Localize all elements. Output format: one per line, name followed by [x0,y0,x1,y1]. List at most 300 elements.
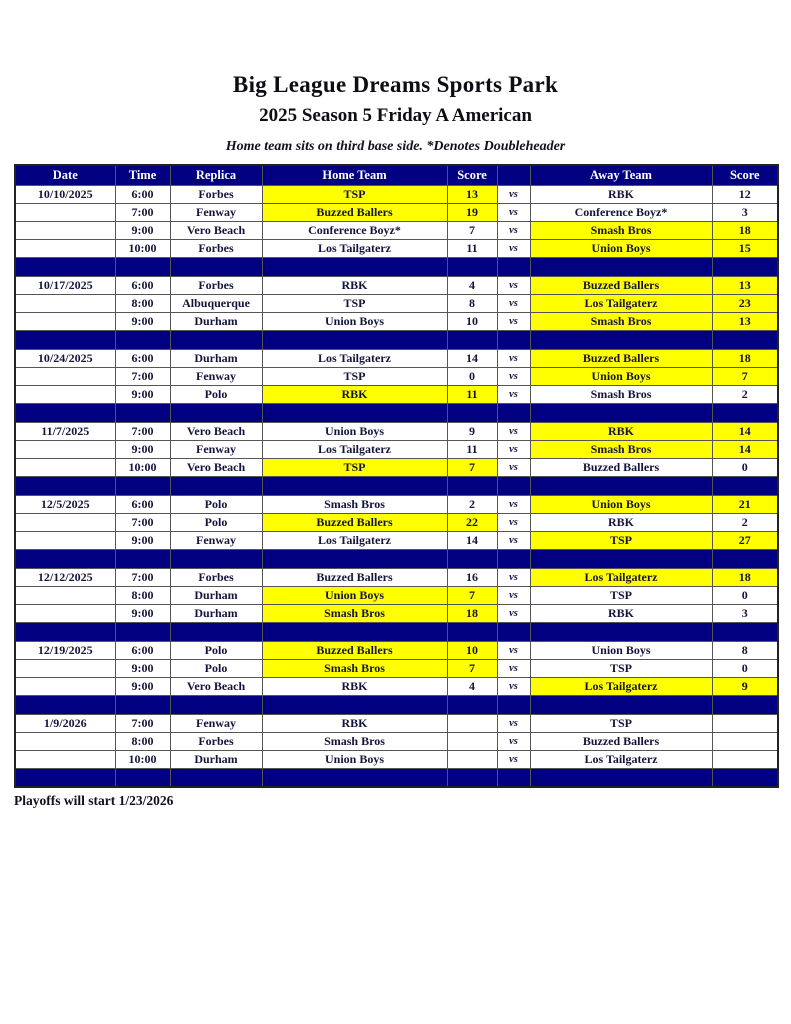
away-team-cell: Smash Bros [530,312,712,330]
home-team-cell: Union Boys [262,312,447,330]
playoffs-note: Playoffs will start 1/23/2026 [14,793,174,808]
replica-cell: Fenway [170,714,262,732]
date-cell [15,732,115,750]
separator-cell [712,403,778,422]
date-cell: 10/17/2025 [15,276,115,294]
vs-cell: vs [497,239,530,257]
away-score-cell: 3 [712,203,778,221]
home-team-cell: RBK [262,276,447,294]
date-cell: 11/7/2025 [15,422,115,440]
away-team-cell: RBK [530,513,712,531]
separator-cell [447,549,497,568]
away-team-cell: RBK [530,604,712,622]
date-cell [15,531,115,549]
away-team-cell: Smash Bros [530,385,712,403]
game-row [15,276,778,294]
separator-cell [530,257,712,276]
separator-cell [170,549,262,568]
separator-cell [15,257,115,276]
replica-cell: Fenway [170,531,262,549]
separator-cell [15,330,115,349]
separator-cell [497,403,530,422]
home-score-cell: 9 [447,422,497,440]
separator-row [15,549,778,568]
away-team-cell: RBK [530,422,712,440]
game-row [15,185,778,203]
vs-cell: vs [497,677,530,695]
separator-row [15,257,778,276]
replica-cell: Polo [170,641,262,659]
time-cell: 9:00 [115,312,170,330]
date-cell [15,659,115,677]
separator-cell [115,330,170,349]
separator-row [15,403,778,422]
away-team-cell: Union Boys [530,367,712,385]
home-score-cell: 11 [447,440,497,458]
away-score-cell [712,750,778,768]
separator-cell [262,768,447,787]
game-row [15,294,778,312]
game-row [15,641,778,659]
date-cell [15,440,115,458]
away-team-cell: Los Tailgaterz [530,677,712,695]
date-cell [15,294,115,312]
home-team-cell: Buzzed Ballers [262,568,447,586]
time-cell: 10:00 [115,239,170,257]
vs-cell: vs [497,641,530,659]
replica-cell: Vero Beach [170,422,262,440]
game-row [15,367,778,385]
away-team-cell: Los Tailgaterz [530,294,712,312]
vs-cell: vs [497,276,530,294]
separator-cell [447,257,497,276]
home-score-cell [447,732,497,750]
title-block [0,0,791,155]
separator-cell [115,549,170,568]
separator-cell [712,622,778,641]
game-row [15,203,778,221]
separator-cell [262,403,447,422]
home-score-cell: 7 [447,221,497,239]
separator-row [15,476,778,495]
header-date: Date [15,165,115,185]
separator-cell [170,476,262,495]
date-cell [15,239,115,257]
separator-cell [712,330,778,349]
game-row [15,659,778,677]
away-team-cell: Buzzed Ballers [530,732,712,750]
time-cell: 9:00 [115,440,170,458]
away-score-cell: 13 [712,312,778,330]
away-score-cell: 27 [712,531,778,549]
away-team-cell: Smash Bros [530,221,712,239]
away-team-cell: Buzzed Ballers [530,276,712,294]
away-score-cell: 23 [712,294,778,312]
away-score-cell: 15 [712,239,778,257]
separator-cell [170,622,262,641]
separator-cell [497,257,530,276]
home-team-cell: TSP [262,294,447,312]
home-team-cell: Buzzed Ballers [262,641,447,659]
vs-cell: vs [497,750,530,768]
home-team-cell: Smash Bros [262,659,447,677]
separator-cell [447,403,497,422]
home-team-cell: TSP [262,458,447,476]
vs-cell: vs [497,659,530,677]
away-team-cell: Union Boys [530,239,712,257]
home-team-cell: TSP [262,185,447,203]
date-cell [15,513,115,531]
time-cell: 6:00 [115,185,170,203]
replica-cell: Fenway [170,440,262,458]
separator-cell [170,403,262,422]
away-score-cell: 21 [712,495,778,513]
separator-cell [262,257,447,276]
home-score-cell [447,750,497,768]
time-cell: 7:00 [115,203,170,221]
date-cell [15,604,115,622]
home-score-cell: 11 [447,385,497,403]
vs-cell: vs [497,531,530,549]
separator-row [15,695,778,714]
away-team-cell: Union Boys [530,495,712,513]
home-score-cell: 7 [447,458,497,476]
home-team-cell: Los Tailgaterz [262,440,447,458]
vs-cell: vs [497,568,530,586]
home-team-cell: Conference Boyz* [262,221,447,239]
separator-cell [530,330,712,349]
away-score-cell: 18 [712,349,778,367]
replica-cell: Polo [170,513,262,531]
vs-cell: vs [497,604,530,622]
time-cell: 7:00 [115,714,170,732]
separator-cell [530,403,712,422]
date-cell [15,750,115,768]
away-team-cell: Conference Boyz* [530,203,712,221]
page-note: Home team sits on third base side. *Denotes Doubleheader [225,139,566,154]
home-score-cell: 7 [447,586,497,604]
home-score-cell: 10 [447,312,497,330]
separator-row [15,622,778,641]
time-cell: 10:00 [115,458,170,476]
home-score-cell: 0 [447,367,497,385]
header-time: Time [115,165,170,185]
separator-cell [712,768,778,787]
separator-row [15,330,778,349]
separator-cell [530,695,712,714]
time-cell: 9:00 [115,385,170,403]
page-title: Big League Dreams Sports Park [232,72,559,97]
vs-cell: vs [497,714,530,732]
replica-cell: Forbes [170,185,262,203]
separator-cell [497,622,530,641]
away-score-cell: 12 [712,185,778,203]
home-team-cell: Smash Bros [262,495,447,513]
game-row [15,440,778,458]
separator-cell [530,549,712,568]
home-team-cell: Buzzed Ballers [262,513,447,531]
separator-cell [712,695,778,714]
home-score-cell: 14 [447,349,497,367]
separator-cell [115,476,170,495]
separator-cell [15,403,115,422]
separator-cell [170,768,262,787]
home-score-cell: 22 [447,513,497,531]
replica-cell: Vero Beach [170,677,262,695]
home-team-cell: Los Tailgaterz [262,349,447,367]
home-team-cell: TSP [262,367,447,385]
away-score-cell: 7 [712,367,778,385]
away-score-cell: 13 [712,276,778,294]
replica-cell: Durham [170,349,262,367]
away-score-cell: 18 [712,221,778,239]
separator-cell [497,330,530,349]
game-row [15,750,778,768]
separator-cell [497,476,530,495]
date-cell: 10/24/2025 [15,349,115,367]
home-score-cell: 8 [447,294,497,312]
game-row [15,568,778,586]
replica-cell: Forbes [170,732,262,750]
away-score-cell: 0 [712,659,778,677]
time-cell: 6:00 [115,641,170,659]
home-team-cell: Union Boys [262,586,447,604]
date-cell: 12/12/2025 [15,568,115,586]
separator-cell [712,549,778,568]
separator-cell [447,695,497,714]
home-score-cell: 4 [447,276,497,294]
vs-cell: vs [497,385,530,403]
separator-cell [115,695,170,714]
date-cell [15,203,115,221]
replica-cell: Polo [170,495,262,513]
replica-cell: Fenway [170,367,262,385]
date-cell: 1/9/2026 [15,714,115,732]
home-score-cell: 18 [447,604,497,622]
game-row [15,385,778,403]
date-cell [15,312,115,330]
away-score-cell: 8 [712,641,778,659]
replica-cell: Polo [170,659,262,677]
home-team-cell: RBK [262,385,447,403]
separator-cell [497,695,530,714]
game-row [15,714,778,732]
time-cell: 7:00 [115,422,170,440]
home-team-cell: RBK [262,714,447,732]
date-cell: 12/5/2025 [15,495,115,513]
home-score-cell: 10 [447,641,497,659]
vs-cell: vs [497,586,530,604]
away-team-cell: Los Tailgaterz [530,750,712,768]
separator-cell [530,768,712,787]
separator-cell [712,257,778,276]
away-team-cell: Los Tailgaterz [530,568,712,586]
separator-cell [15,622,115,641]
game-row [15,604,778,622]
separator-cell [115,257,170,276]
replica-cell: Forbes [170,276,262,294]
vs-cell: vs [497,221,530,239]
replica-cell: Durham [170,312,262,330]
away-score-cell: 2 [712,513,778,531]
separator-cell [497,549,530,568]
home-score-cell: 4 [447,677,497,695]
separator-cell [447,768,497,787]
header-away-team: Away Team [530,165,712,185]
away-team-cell: TSP [530,659,712,677]
home-score-cell: 14 [447,531,497,549]
home-score-cell: 13 [447,185,497,203]
away-team-cell: RBK [530,185,712,203]
header-row [15,165,778,185]
separator-cell [712,476,778,495]
home-team-cell: Union Boys [262,750,447,768]
time-cell: 8:00 [115,294,170,312]
replica-cell: Vero Beach [170,458,262,476]
separator-cell [262,622,447,641]
away-team-cell: TSP [530,714,712,732]
home-team-cell: Los Tailgaterz [262,531,447,549]
home-score-cell: 19 [447,203,497,221]
home-team-cell: Smash Bros [262,732,447,750]
home-team-cell: Buzzed Ballers [262,203,447,221]
vs-cell: vs [497,294,530,312]
separator-cell [530,622,712,641]
time-cell: 6:00 [115,276,170,294]
schedule-table [14,164,779,788]
vs-cell: vs [497,495,530,513]
home-team-cell: Smash Bros [262,604,447,622]
game-row [15,349,778,367]
vs-cell: vs [497,312,530,330]
separator-cell [262,476,447,495]
time-cell: 7:00 [115,568,170,586]
time-cell: 9:00 [115,659,170,677]
vs-cell: vs [497,513,530,531]
header-away-score: Score [712,165,778,185]
replica-cell: Durham [170,750,262,768]
vs-cell: vs [497,422,530,440]
home-team-cell: Los Tailgaterz [262,239,447,257]
vs-cell: vs [497,203,530,221]
replica-cell: Fenway [170,203,262,221]
vs-cell: vs [497,732,530,750]
date-cell [15,385,115,403]
separator-cell [115,768,170,787]
home-score-cell: 2 [447,495,497,513]
time-cell: 7:00 [115,513,170,531]
game-row [15,239,778,257]
away-team-cell: Buzzed Ballers [530,458,712,476]
vs-cell: vs [497,349,530,367]
separator-cell [497,768,530,787]
separator-cell [447,330,497,349]
page-subtitle: 2025 Season 5 Friday A American [259,105,532,126]
away-score-cell: 9 [712,677,778,695]
replica-cell: Durham [170,604,262,622]
game-row [15,312,778,330]
separator-cell [15,549,115,568]
game-row [15,732,778,750]
away-team-cell: TSP [530,586,712,604]
away-score-cell: 0 [712,458,778,476]
separator-cell [262,549,447,568]
time-cell: 9:00 [115,677,170,695]
header-vs [497,165,530,185]
away-score-cell: 2 [712,385,778,403]
date-cell [15,458,115,476]
home-score-cell: 7 [447,659,497,677]
home-score-cell: 16 [447,568,497,586]
away-score-cell [712,732,778,750]
vs-cell: vs [497,440,530,458]
date-cell: 12/19/2025 [15,641,115,659]
separator-row [15,768,778,787]
vs-cell: vs [497,185,530,203]
home-team-cell: Union Boys [262,422,447,440]
away-score-cell: 14 [712,440,778,458]
separator-cell [170,330,262,349]
away-team-cell: Union Boys [530,641,712,659]
time-cell: 8:00 [115,732,170,750]
separator-cell [15,476,115,495]
separator-cell [447,476,497,495]
date-cell [15,221,115,239]
date-cell: 10/10/2025 [15,185,115,203]
home-score-cell: 11 [447,239,497,257]
header-home-team: Home Team [262,165,447,185]
away-score-cell: 3 [712,604,778,622]
separator-cell [15,768,115,787]
date-cell [15,677,115,695]
separator-cell [447,622,497,641]
away-team-cell: Buzzed Ballers [530,349,712,367]
replica-cell: Durham [170,586,262,604]
time-cell: 10:00 [115,750,170,768]
vs-cell: vs [497,367,530,385]
separator-cell [115,403,170,422]
time-cell: 7:00 [115,367,170,385]
schedule-body [15,185,778,787]
replica-cell: Forbes [170,239,262,257]
separator-cell [15,695,115,714]
away-score-cell: 0 [712,586,778,604]
away-score-cell: 18 [712,568,778,586]
separator-cell [115,622,170,641]
game-row [15,221,778,239]
game-row [15,531,778,549]
separator-cell [262,330,447,349]
game-row [15,422,778,440]
header-home-score: Score [447,165,497,185]
away-team-cell: Smash Bros [530,440,712,458]
away-team-cell: TSP [530,531,712,549]
game-row [15,458,778,476]
game-row [15,586,778,604]
game-row [15,677,778,695]
away-score-cell: 14 [712,422,778,440]
time-cell: 9:00 [115,531,170,549]
date-cell [15,367,115,385]
vs-cell: vs [497,458,530,476]
replica-cell: Albuquerque [170,294,262,312]
time-cell: 6:00 [115,349,170,367]
home-team-cell: RBK [262,677,447,695]
away-score-cell [712,714,778,732]
separator-cell [262,695,447,714]
separator-cell [170,257,262,276]
replica-cell: Polo [170,385,262,403]
